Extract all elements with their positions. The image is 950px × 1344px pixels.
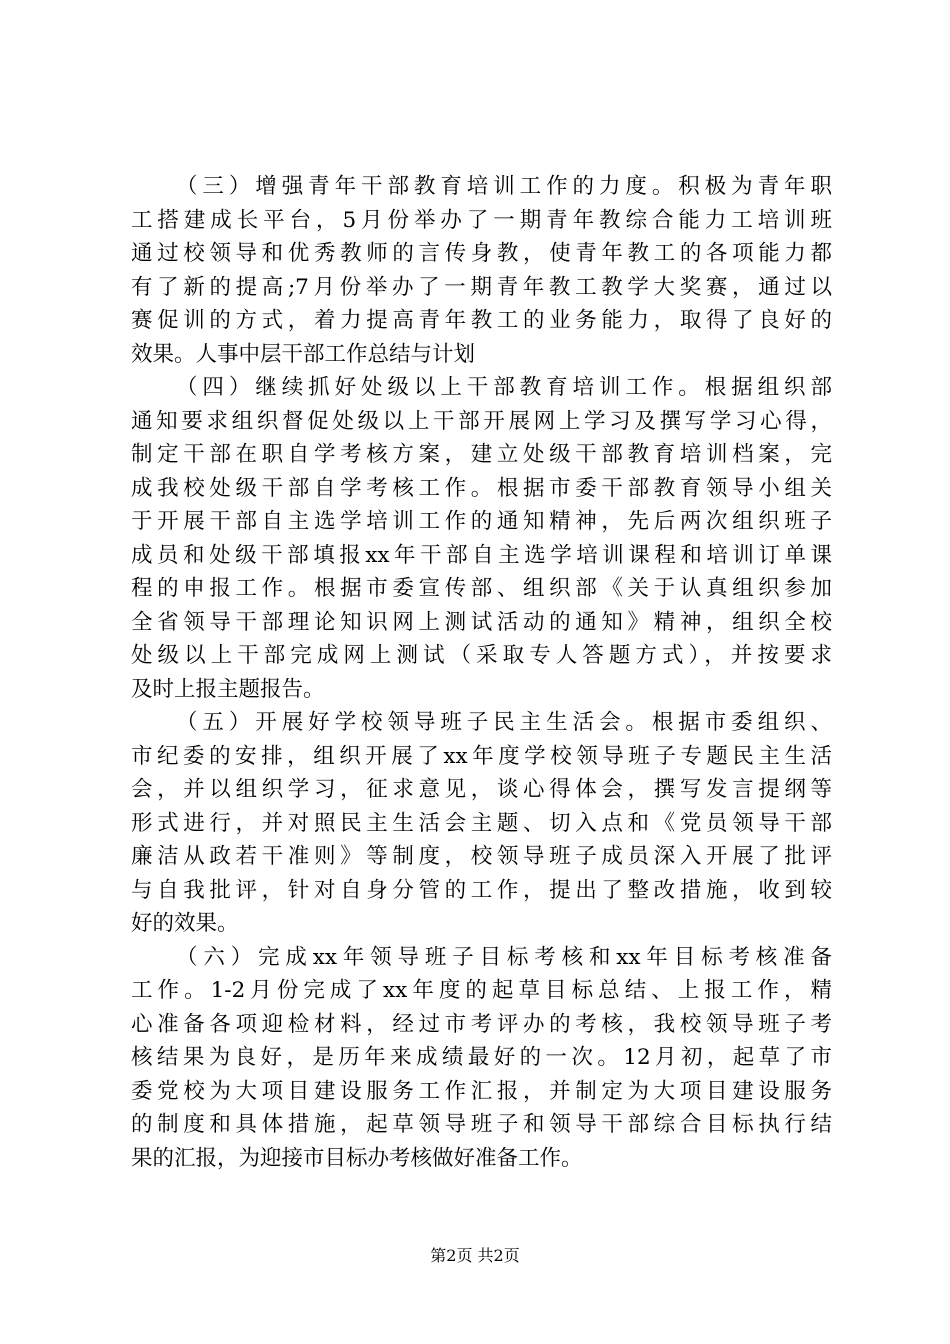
text-line: 会，并以组织学习，征求意见，谈心得体会，撰写发言提纲等 bbox=[131, 777, 832, 802]
text-line: 程的申报工作。根据市委宣传部、组织部《关于认真组织参加 bbox=[131, 576, 832, 601]
page-footer: 第2页 共2页 bbox=[430, 1246, 520, 1265]
text-line: 赛促训的方式，着力提高青年教工的业务能力，取得了良好的 bbox=[131, 308, 832, 333]
document-body bbox=[131, 170, 832, 1175]
paragraph-6 bbox=[131, 941, 832, 1176]
text-line: 工作。1-2月份完成了xx年度的起草目标总结、上报工作，精 bbox=[131, 978, 832, 1003]
paragraph-5 bbox=[131, 706, 832, 941]
paragraph-4 bbox=[131, 371, 832, 706]
text-line: 的制度和具体措施，起草领导班子和领导干部综合目标执行结 bbox=[131, 1112, 832, 1137]
text-line: 委党校为大项目建设服务工作汇报，并制定为大项目建设服务 bbox=[131, 1078, 832, 1104]
text-line: 制定干部在职自学考核方案，建立处级干部教育培训档案，完 bbox=[131, 442, 832, 467]
paragraph-3 bbox=[131, 170, 832, 371]
text-line: 成员和处级干部填报xx年干部自主选学培训课程和培训订单课 bbox=[131, 542, 832, 568]
text-line: 效果。人事中层干部工作总结与计划 bbox=[131, 341, 476, 367]
text-line: （六）完成xx年领导班子目标考核和xx年目标考核准备 bbox=[176, 944, 832, 970]
text-line: 有了新的提高;7月份举办了一期青年教工教学大奖赛，通过以 bbox=[131, 274, 832, 300]
text-line: 形式进行，并对照民主生活会主题、切入点和《党员领导干部 bbox=[131, 810, 832, 836]
text-line: （四）继续抓好处级以上干部教育培训工作。根据组织部 bbox=[176, 375, 832, 400]
text-line: 全省领导干部理论知识网上测试活动的通知》精神，组织全校 bbox=[131, 609, 832, 635]
text-line: 果的汇报，为迎接市目标办考核做好准备工作。 bbox=[131, 1145, 583, 1171]
text-line: 市纪委的安排，组织开展了xx年度学校领导班子专题民主生活 bbox=[131, 743, 832, 769]
text-line: 处级以上干部完成网上测试（采取专人答题方式），并按要求 bbox=[131, 643, 832, 668]
text-line: （三）增强青年干部教育培训工作的力度。积极为青年职 bbox=[176, 174, 832, 199]
text-line: 通知要求组织督促处级以上干部开展网上学习及撰写学习心得， bbox=[131, 408, 832, 434]
text-line: 通过校领导和优秀教师的言传身教，使青年教工的各项能力都 bbox=[131, 241, 832, 266]
text-line: 与自我批评，针对自身分管的工作，提出了整改措施，收到较 bbox=[131, 877, 832, 903]
text-line: 于开展干部自主选学培训工作的通知精神，先后两次组织班子 bbox=[131, 509, 832, 534]
text-line: 核结果为良好，是历年来成绩最好的一次。12月初，起草了市 bbox=[131, 1045, 832, 1070]
text-line: 廉洁从政若干准则》等制度，校领导班子成员深入开展了批评 bbox=[131, 844, 832, 869]
text-line: （五）开展好学校领导班子民主生活会。根据市委组织、 bbox=[176, 710, 832, 735]
text-line: 成我校处级干部自学考核工作。根据市委干部教育领导小组关 bbox=[131, 475, 832, 501]
text-line: 好的效果。 bbox=[131, 911, 239, 936]
text-line: 工搭建成长平台，5月份举办了一期青年教综合能力工培训班 bbox=[131, 207, 832, 233]
text-line: 心准备各项迎检材料，经过市考评办的考核，我校领导班子考 bbox=[131, 1011, 832, 1037]
text-line: 及时上报主题报告。 bbox=[131, 676, 325, 702]
